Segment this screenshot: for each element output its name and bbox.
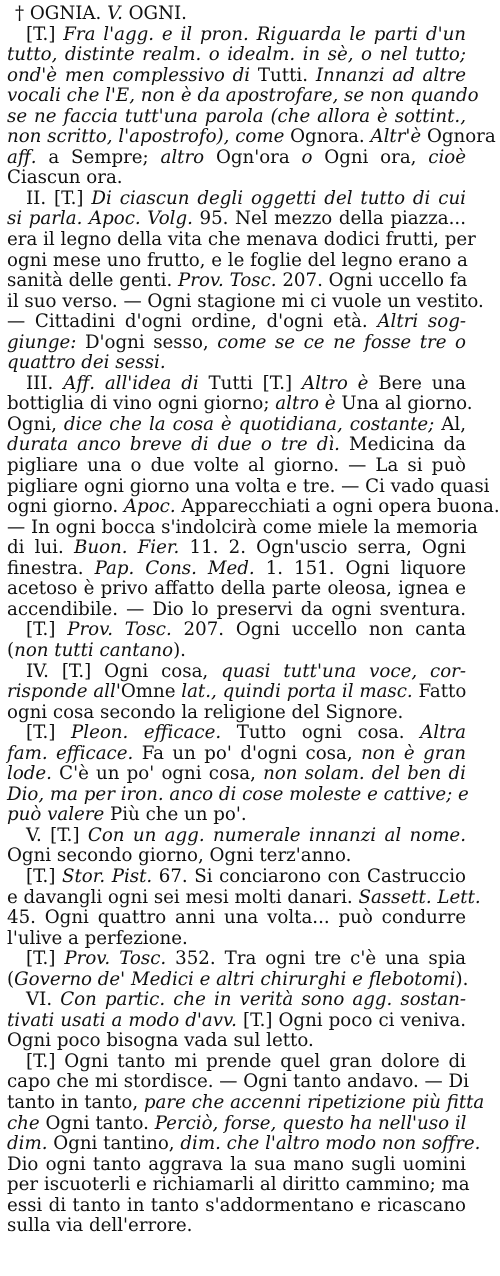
entry-line	[7, 744, 466, 765]
italic-text: pare che accenni ripetizione più fitta	[143, 1091, 485, 1113]
entry-line	[7, 1031, 466, 1052]
entry-line	[7, 990, 466, 1011]
roman-text: sanità delle genti.	[7, 270, 179, 292]
roman-text: Ogn'ora	[204, 146, 302, 168]
roman-text: 45. Ogni quattro anni una volta... può condurre	[7, 907, 466, 929]
roman-text: a Sempre;	[36, 146, 161, 168]
entry-line	[7, 229, 476, 251]
italic-text: Altri sog-	[377, 311, 466, 333]
dictionary-entry-ognia	[7, 3, 500, 1237]
italic-text: tutto, distinte realm. o idealm. in sè, o nel tutto;	[7, 44, 466, 66]
italic-text: non solam. del ben di	[263, 763, 466, 785]
italic-text: V.	[107, 3, 123, 24]
entry-line	[7, 1071, 469, 1093]
entry-line	[7, 764, 466, 785]
entry-line	[7, 1155, 466, 1176]
roman-text: pigliare ogni giorno una volta e tre. — Ci vado quasi	[7, 475, 490, 497]
entry-line	[7, 4, 466, 25]
roman-text: [T.]	[26, 948, 65, 970]
italic-text: Con un agg. numerale innanzi al nome.	[87, 824, 466, 846]
roman-text: V. [T.]	[26, 824, 88, 846]
roman-text: Bere una	[368, 372, 466, 394]
entry-line	[7, 783, 469, 806]
roman-text: e davangli ogni sei mesi molti danari.	[7, 886, 359, 908]
entry-line	[7, 496, 500, 518]
roman-text: C'è un po' ogni cosa,	[51, 763, 264, 785]
entry-line	[7, 682, 466, 703]
italic-text: Pap. Cons. Med.	[94, 557, 255, 579]
roman-text: pigliare una o due volte al giorno. — La si può	[7, 455, 466, 477]
roman-text: Ciascun ora.	[7, 167, 123, 189]
entry-line	[7, 271, 466, 292]
italic-text: non tutti cantano	[14, 639, 174, 661]
roman-text: l'ulive a perfezione.	[7, 927, 188, 949]
roman-text: Ogni,	[7, 413, 64, 435]
entry-line	[7, 66, 466, 87]
italic-text: dim.	[7, 1133, 48, 1155]
entry-line	[7, 516, 478, 539]
entry-line	[7, 1133, 481, 1155]
roman-text: Fatto	[412, 681, 467, 703]
roman-text: — Cittadini d'ogni ordine, d'ogni età.	[7, 311, 378, 333]
roman-text: (	[7, 639, 15, 661]
roman-text: [T.] Ogni poco ci veniva.	[236, 1009, 466, 1031]
entry-line	[7, 85, 479, 107]
entry-line	[7, 600, 466, 621]
entry-line	[7, 168, 466, 189]
italic-text: come se ce ne fosse tre o	[217, 331, 466, 353]
italic-text: Pleon. efficace.	[71, 722, 222, 744]
entry-line	[7, 456, 466, 477]
entry-line	[7, 1052, 466, 1073]
entry-line	[7, 968, 469, 991]
roman-text: [T.]	[26, 23, 64, 45]
roman-text: III.	[26, 372, 64, 394]
entry-line	[7, 949, 466, 970]
entry-line	[7, 312, 466, 333]
entry-line	[7, 209, 466, 230]
roman-text: † OGNIA.	[15, 3, 108, 24]
roman-text: 67. Si conciarono con Castruccio	[152, 865, 466, 887]
roman-text: 352. Tra ogni tre c'è una spia	[166, 948, 466, 970]
italic-text: giunge:	[7, 331, 77, 353]
entry-line	[7, 189, 466, 210]
entry-line	[7, 867, 466, 888]
italic-text: tivati usati a modo d'avv.	[7, 1009, 237, 1031]
roman-text: Medicina da	[339, 434, 466, 456]
italic-text: quasi tutt'una voce, cor-	[221, 660, 466, 682]
italic-text: Altro è	[301, 372, 369, 394]
roman-text: Dio ogni tanto aggrava la sua mano sugli uomini	[7, 1153, 466, 1175]
entry-line	[7, 641, 466, 662]
roman-text: tanto in tanto,	[7, 1091, 144, 1113]
entry-line	[7, 559, 466, 580]
italic-text: che	[7, 1112, 40, 1134]
roman-text: Più che un po'.	[104, 804, 247, 826]
italic-text: Stor. Pist.	[61, 865, 153, 887]
italic-text: Prov. Tosc.	[178, 270, 277, 292]
italic-text: o	[301, 146, 313, 168]
italic-text: fam. efficace.	[7, 742, 134, 764]
entry-line	[7, 251, 466, 272]
roman-text: Ogni secondo giorno, Ogni terz'anno.	[7, 845, 352, 867]
roman-text: ogni giorno.	[7, 496, 124, 518]
entry-line	[7, 1174, 470, 1196]
roman-text: per iscuoterli e richiamarli al diritto cammino; ma	[7, 1174, 470, 1196]
italic-text: Governo de' Medici e altri chirurghi e flebotomi	[14, 968, 456, 990]
roman-text: II. [T.]	[26, 187, 92, 209]
roman-text: Tutti [T.]	[198, 372, 302, 394]
italic-text: Perciò, forse, questo ha nell'uso il	[154, 1112, 467, 1134]
roman-text: bottiglia di vino ogni giorno;	[7, 393, 276, 415]
italic-text: può valere	[7, 804, 105, 826]
entry-line	[7, 45, 466, 66]
entry-line	[7, 393, 473, 415]
italic-text: dim. che l'altro modo non soffre.	[180, 1133, 481, 1155]
italic-text: aff.	[7, 146, 37, 168]
entry-line	[7, 107, 466, 128]
roman-text: Omne	[120, 681, 182, 703]
roman-text: Ognora	[421, 126, 496, 148]
entry-line	[7, 290, 484, 313]
roman-text: [T.] Ogni tanto mi prende quel gran dolore di	[26, 1050, 466, 1072]
roman-text: (	[7, 968, 15, 990]
roman-text: accendibile. — Dio lo preservi da ogni sventura.	[7, 598, 466, 620]
entry-line	[7, 538, 466, 559]
entry-line	[7, 333, 466, 354]
italic-text: dice che la cosa è quotidiana, costante;	[63, 413, 435, 435]
roman-text: di lui.	[7, 537, 74, 559]
italic-text: cioè	[428, 146, 466, 168]
italic-text: si parla. Apoc. Volg.	[7, 208, 193, 230]
roman-text: Una al giorno.	[335, 393, 473, 415]
entry-line	[7, 25, 466, 46]
roman-text: Tutti.	[257, 64, 316, 86]
entry-line	[7, 148, 466, 169]
roman-text: ogni cosa secondo la religione del Signore.	[7, 701, 404, 723]
entry-line	[7, 579, 466, 600]
entry-line	[7, 662, 466, 683]
roman-text: IV. [T.] Ogni cosa,	[26, 660, 222, 682]
roman-text: Apparecchiati a ogni opera buona.	[175, 496, 500, 518]
entry-line	[7, 435, 466, 456]
entry-line	[7, 374, 466, 395]
italic-text: Apoc.	[123, 496, 176, 518]
roman-text: [T.]	[26, 619, 68, 641]
roman-text: ).	[455, 968, 469, 990]
entry-line	[7, 1196, 466, 1217]
italic-text: Dio, ma per iron. anco di cose moleste e cattive; e	[7, 783, 469, 805]
roman-text: era il legno della vita che menava dodici frutti, per	[7, 229, 476, 251]
roman-text: Ogni poco bisogna vada sul letto.	[7, 1030, 314, 1052]
roman-text: OGNI.	[122, 3, 187, 24]
entry-line	[7, 415, 466, 436]
roman-text: Fa un po' d'ogni cosa,	[133, 742, 362, 764]
italic-text: Buon. Fier.	[73, 537, 180, 559]
roman-text: acetoso è privo affatto della parte oleosa, ignea e	[7, 578, 466, 600]
roman-text: [T.]	[26, 865, 62, 887]
roman-text: il suo verso. — Ogni stagione mi ci vuole un vestito.	[7, 290, 484, 312]
roman-text: Tutto ogni cosa.	[221, 722, 421, 744]
roman-text: VI.	[26, 989, 61, 1011]
italic-text: Aff. all'idea di	[63, 372, 199, 394]
roman-text: — In ogni bocca s'indolcirà come miele la memoria	[7, 516, 478, 538]
italic-text: risponde all'	[7, 681, 121, 703]
entry-line	[7, 620, 466, 641]
entry-line	[7, 703, 466, 724]
roman-text: capo che mi stordisce. — Ogni tanto andavo. — Di	[7, 1071, 469, 1093]
entry-line	[7, 475, 490, 498]
italic-text: Prov. Tosc.	[67, 619, 172, 641]
roman-text: essi di tanto in tanto s'addormentano e ricascano	[7, 1194, 466, 1216]
roman-text: ).	[173, 639, 186, 661]
roman-text: Ogni ora,	[312, 146, 429, 168]
italic-text: quattro dei sessi.	[7, 352, 166, 374]
entry-line	[7, 826, 466, 847]
entry-line	[7, 1114, 466, 1135]
roman-text: ogni mese uno frutto, e le foglie del legno erano a	[7, 249, 468, 271]
italic-text: lode.	[7, 763, 52, 785]
italic-text: Con partic. che in verità sono agg. sostan-	[60, 989, 466, 1011]
italic-text: durata anco breve di due o tre dì.	[7, 434, 340, 456]
roman-text: 207. Ogni uccello fa	[276, 270, 468, 292]
italic-text: non scritto, l'apostrofo), come	[7, 126, 291, 148]
entry-line	[7, 929, 466, 950]
roman-text: 207. Ogni uccello non canta	[171, 619, 466, 641]
roman-text: 11. 2. Ogn'uscio serra, Ogni	[179, 537, 466, 559]
roman-text: D'ogni sesso,	[76, 331, 218, 353]
entry-line	[7, 1091, 485, 1114]
entry-line	[7, 805, 466, 826]
roman-text: Ogni tantino,	[47, 1133, 181, 1155]
italic-text: non è gran	[361, 742, 467, 764]
italic-text: altro	[160, 146, 205, 168]
entry-line	[7, 1216, 466, 1237]
entry-line	[7, 126, 496, 148]
entry-line	[7, 846, 466, 867]
entry-line	[7, 1011, 466, 1032]
entry-line	[7, 723, 466, 744]
italic-text: Altr'è	[370, 126, 422, 148]
italic-text: ond'è men complessivo di	[7, 64, 258, 86]
entry-line	[7, 353, 466, 374]
roman-text: sulla via dell'errore.	[7, 1215, 193, 1237]
italic-text: Di ciascun degli oggetti del tutto di cui	[91, 187, 466, 209]
roman-text: 95. Nel mezzo della piazza...	[192, 208, 466, 230]
italic-text: Innanzi ad altre	[315, 64, 466, 86]
italic-text: vocali che l'E, non è da apostrofare, se non quando	[7, 85, 479, 107]
roman-text: 1. 151. Ogni liquore	[254, 557, 466, 579]
roman-text: Al,	[434, 413, 467, 435]
roman-text: Ogni tanto.	[39, 1112, 155, 1134]
entry-line	[7, 908, 466, 929]
italic-text: Altra	[420, 722, 466, 744]
italic-text: Sassett. Lett.	[358, 886, 481, 908]
italic-text: Fra l'agg. e il pron. Riguarda le parti d'un	[63, 23, 466, 45]
entry-line	[7, 886, 481, 909]
italic-text: se ne faccia tutt'una parola (che allora è sottint.,	[7, 105, 466, 127]
italic-text: altro è	[275, 393, 336, 415]
roman-text: [T.]	[26, 722, 72, 744]
roman-text: finestra.	[7, 557, 95, 579]
roman-text: Ognora.	[290, 126, 371, 148]
italic-text: lat., quindi porta il masc.	[181, 681, 413, 703]
italic-text: Prov. Tosc.	[64, 948, 167, 970]
